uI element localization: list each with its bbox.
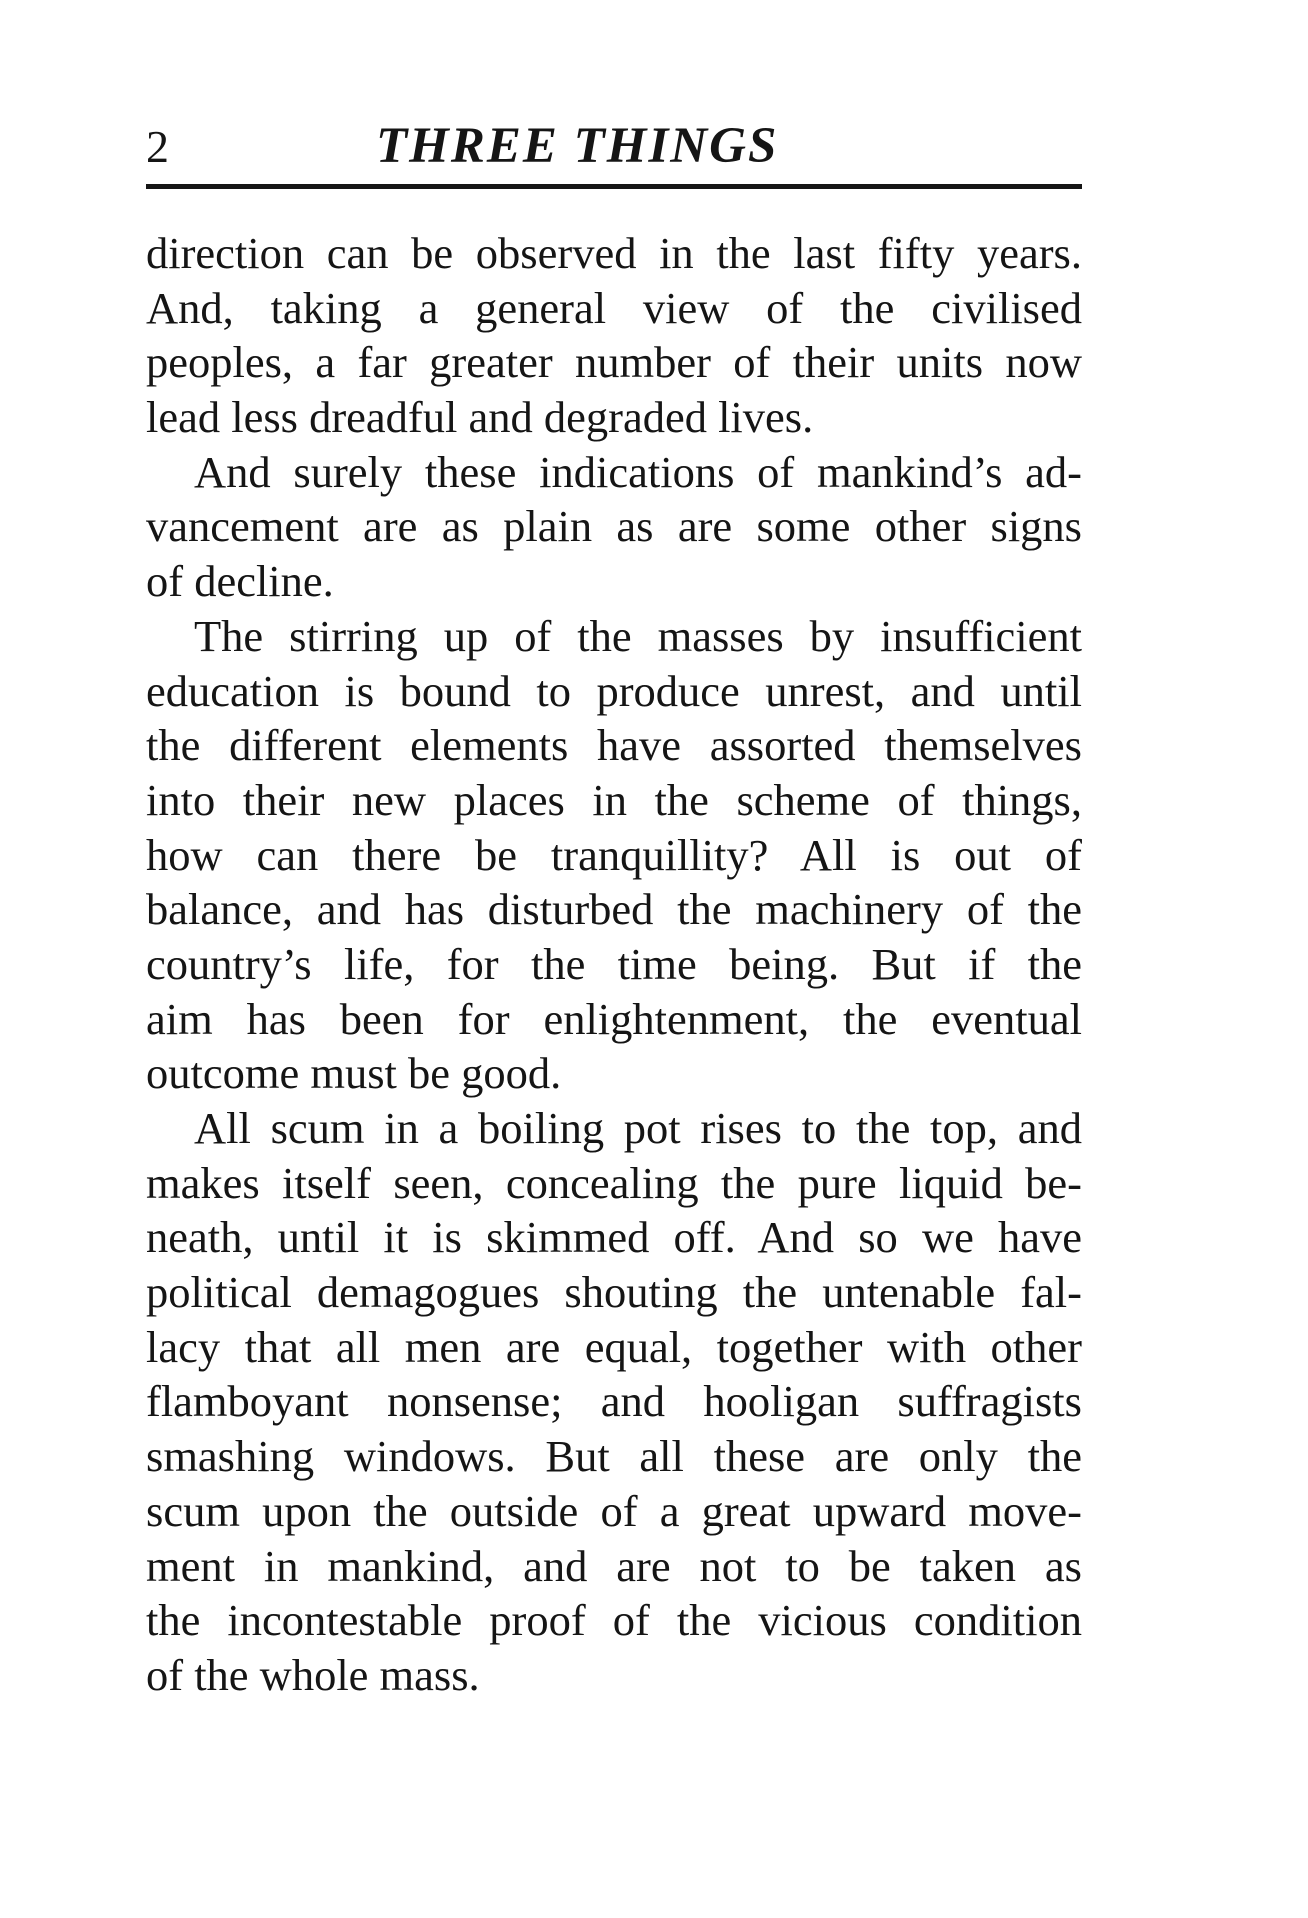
text-line: of the whole mass. <box>146 1649 480 1700</box>
text-line: flamboyant nonsense; and hooligan suffragists <box>146 1376 1082 1427</box>
text-line: education is bound to produce unrest, and until <box>146 665 1082 716</box>
text-line: of decline. <box>146 556 334 607</box>
text-line: how can there be tranquillity? All is out of <box>146 829 1082 880</box>
text-line: peoples, a far greater number of their units now <box>146 337 1082 388</box>
text-line: outcome must be good. <box>146 1048 562 1099</box>
text-line: scum upon the outside of a great upward move- <box>146 1485 1082 1536</box>
running-title: THREE THINGS <box>376 118 779 174</box>
text-line: lead less dreadful and degraded lives. <box>146 392 814 443</box>
page-number: 2 <box>146 121 169 172</box>
text-line: direction can be observed in the last fifty years. <box>146 228 1082 278</box>
text-line: lacy that all men are equal, together with other <box>146 1321 1082 1372</box>
text-line: smashing windows. But all these are only the <box>146 1431 1082 1482</box>
text-line: balance, and has disturbed the machinery of the <box>146 884 1082 935</box>
text-line: And, taking a general view of the civilised <box>146 282 1082 333</box>
paragraph <box>146 226 1082 445</box>
text-line: And surely these indications of mankind’s ad- <box>194 446 1082 497</box>
text-line: political demagogues shouting the untenable fal- <box>146 1267 1082 1318</box>
text-line: All scum in a boiling pot rises to the top, and <box>194 1103 1082 1153</box>
paragraph <box>146 445 1082 609</box>
body-text <box>146 226 1082 1703</box>
text-line: makes itself seen, concealing the pure liquid be- <box>146 1157 1082 1208</box>
paragraph <box>146 1101 1082 1703</box>
text-line: into their new places in the scheme of things, <box>146 774 1082 825</box>
text-line: The stirring up of the masses by insufficient <box>194 610 1082 661</box>
text-line: ment in mankind, and are not to be taken as <box>146 1540 1082 1591</box>
text-line: neath, until it is skimmed off. And so we have <box>146 1212 1082 1263</box>
text-line: vancement are as plain as are some other signs <box>146 501 1082 552</box>
page-header <box>146 112 1080 172</box>
paragraph <box>146 609 1082 1101</box>
text-line: the different elements have assorted themselves <box>146 720 1082 771</box>
text-line: the incontestable proof of the vicious condition <box>146 1595 1082 1646</box>
text-line: aim has been for enlightenment, the eventual <box>146 993 1082 1044</box>
text-line: country’s life, for the time being. But if the <box>146 938 1082 989</box>
header-rule <box>146 184 1082 189</box>
